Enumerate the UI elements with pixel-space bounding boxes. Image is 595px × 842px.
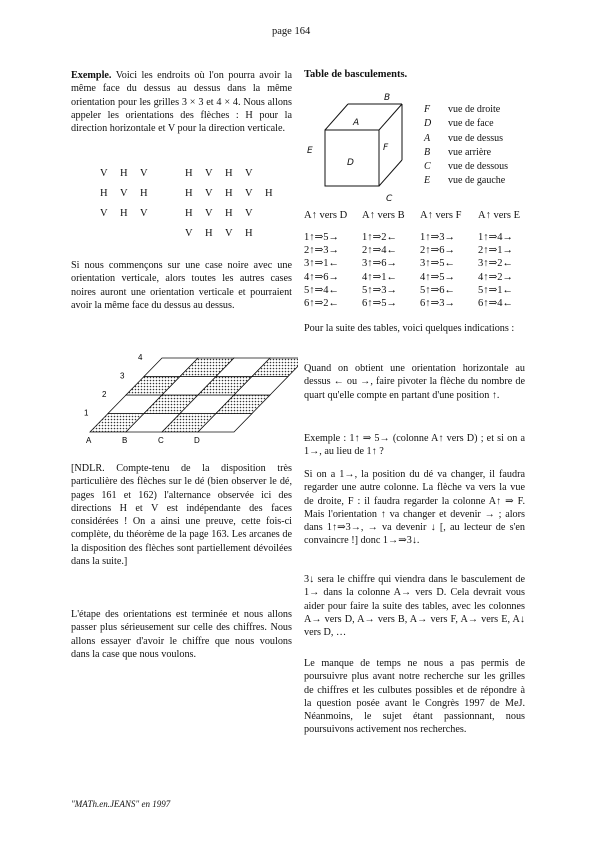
table-row	[304, 283, 536, 296]
legend-letter: A	[424, 132, 431, 144]
legend-item	[424, 132, 508, 146]
cube-label-front: D	[347, 158, 354, 168]
board-diagram	[68, 340, 298, 455]
right-paragraph-5: 3↓ sera le chiffre qui viendra dans le basculement de 1→ dans la colonne A→ vers D. Cela devrait vous aider pour faire la suite des tables, avec les colonnes A→ vers D, A→ vers B, A→ vers F, A→ vers E, A↓ vers D, …	[304, 574, 525, 639]
grid-cell: V	[100, 207, 108, 219]
footer: "MATh.en.JEANS" en 1997	[71, 799, 171, 809]
view-legend	[424, 103, 508, 189]
board-col-label: C	[158, 436, 164, 445]
table-cell: 1↑⇒2←	[362, 231, 398, 243]
legend-item	[424, 117, 508, 131]
table-cell: 1↑⇒4→	[478, 231, 514, 243]
example-text: Voici les endroits où l'on pourra avoir la même face du dessus au dessus dans la même orientation pour les grilles 3 × 3 et 4 × 4. Nous allons appeler les orientations des flèches : H pour la direction horizontale et V pour la direction verticale.	[71, 70, 292, 135]
grid-cell: V	[205, 167, 213, 179]
grid-cell: H	[225, 167, 233, 179]
legend-item	[424, 160, 508, 174]
grid-cell: H	[205, 227, 213, 239]
board-col-label: D	[194, 436, 200, 445]
table-header: A↑ vers D	[304, 209, 348, 221]
table-header: A↑ vers E	[478, 209, 520, 221]
cube-label-right: F	[383, 143, 389, 153]
grid-cell: V	[205, 187, 213, 199]
legend-text: vue de dessous	[448, 161, 508, 173]
grid-cell: H	[120, 207, 128, 219]
grid-cell: V	[245, 167, 253, 179]
legend-item	[424, 174, 508, 188]
cube-label-bottom: C	[386, 194, 393, 204]
paragraph-digits: L'étape des orientations est terminée et nous allons passer plus sérieusement sur celle des chiffres. Nous allons essayer d'avoir le chiffre que nous voulons dans la case que nous voulons.	[71, 609, 292, 660]
table-header: A↑ vers B	[362, 209, 405, 221]
grid-cell: H	[225, 187, 233, 199]
board-row-label: 2	[102, 390, 107, 399]
table-cell: 4↑⇒2→	[478, 271, 514, 283]
table-cell: 4↑⇒6→	[304, 271, 340, 283]
table-cell: 2↑⇒6→	[420, 244, 456, 256]
tilt-table	[304, 208, 536, 310]
grid-cell: V	[140, 207, 148, 219]
table-row	[304, 270, 536, 283]
table-row	[304, 296, 536, 309]
grid-cell: V	[245, 187, 253, 199]
legend-item	[424, 146, 508, 160]
table-cell: 6↑⇒4←	[478, 298, 514, 310]
cube-diagram	[304, 90, 416, 208]
table-cell: 5↑⇒3→	[362, 284, 398, 296]
board-col-label: B	[122, 436, 128, 445]
legend-text: vue de dessus	[448, 132, 503, 144]
page-number: page 164	[272, 26, 311, 37]
table-row	[304, 257, 536, 270]
table-title: Table de basculements.	[304, 69, 408, 80]
grid-cell: H	[185, 187, 193, 199]
table-row	[304, 230, 536, 243]
table-cell: 6↑⇒3→	[420, 298, 456, 310]
right-paragraph-6: Le manque de temps ne nous a pas permis de poursuivre plus avant notre recherche sur les grilles de chiffres et les culbutes possibles et de répondre à la question posée avant le Congrès 1997 de MeJ. Néanmoins, le sujet étant passionnant, nous poursuivons activement nos recherches.	[304, 658, 525, 736]
table-row	[304, 243, 536, 256]
table-cell: 1↑⇒3→	[420, 231, 456, 243]
grid-cell: H	[245, 227, 253, 239]
grid-cell: H	[265, 187, 273, 199]
legend-text: vue arrière	[448, 146, 492, 158]
board-row-label: 1	[84, 408, 89, 418]
right-paragraph-3: Exemple : 1↑ ⇒ 5→ (colonne A↑ vers D) ; et si on a 1→, au lieu de 1↑ ?	[304, 433, 525, 458]
legend-text: vue de gauche	[448, 175, 506, 187]
grid-cell: V	[100, 167, 108, 179]
table-cell: 3↑⇒5←	[420, 258, 456, 270]
board-row-label: 3	[120, 371, 125, 381]
table-cell: 5↑⇒4←	[304, 284, 340, 296]
legend-letter: E	[424, 175, 431, 187]
legend-text: vue de droite	[448, 104, 501, 115]
legend-text: vue de face	[448, 118, 494, 130]
cube-label-top: A	[353, 118, 360, 128]
grid-cell: V	[205, 207, 213, 219]
paragraph-black-cells: Si nous commençons sur une case noire avec une orientation verticale, alors toutes les autres cases noires auront une orientation verticale et pourraient avoir la même face du dessus au dessus.	[71, 260, 292, 311]
grid-cell: V	[140, 167, 148, 179]
table-cell: 2↑⇒3→	[304, 244, 340, 256]
cube-label-left: E	[307, 146, 313, 156]
grid-cell: V	[120, 187, 128, 199]
legend-item	[424, 103, 508, 117]
table-cell: 2↑⇒1→	[478, 244, 514, 256]
grid-cell: H	[185, 207, 193, 219]
grid-cell: H	[225, 207, 233, 219]
grid-cell: V	[185, 227, 193, 239]
legend-letter: F	[424, 104, 431, 115]
right-paragraph-1: Pour la suite des tables, voici quelques indications :	[304, 323, 515, 334]
board-row-label: 4	[138, 353, 143, 362]
table-cell: 3↑⇒2←	[478, 258, 514, 270]
grid-4x4	[185, 163, 285, 243]
example-label: Exemple.	[71, 70, 112, 81]
grid-cell: H	[185, 167, 193, 179]
right-paragraph-2: Quand on obtient une orientation horizontale au dessus ← ou →, faire pivoter la flèche du nombre de quart qu'elle compte en partant d'une position ↑.	[304, 363, 525, 401]
board-col-label: A	[86, 436, 92, 445]
table-cell: 6↑⇒5→	[362, 298, 398, 310]
legend-letter: B	[424, 146, 431, 158]
table-cell: 2↑⇒4←	[362, 244, 398, 256]
ndlr-paragraph: [NDLR. Compte-tenu de la disposition très particulière des flèches sur le dé (bien observer le dé, pages 161 et 162) l'alternance observée ici des directions H et V est indépendante des faces considérées ! On a ainsi une preuve, cette fois-ci complète, du théorème de la page 163. Les arcanes de la disposition des flèches sont partiellement dévoilées dans la suite.]	[71, 463, 292, 568]
table-cell: 6↑⇒2←	[304, 298, 340, 310]
legend-letter: D	[424, 118, 432, 130]
table-cell: 4↑⇒1←	[362, 271, 398, 283]
table-cell: 5↑⇒1←	[478, 284, 514, 296]
table-cell: 3↑⇒6→	[362, 258, 398, 270]
table-cell: 3↑⇒1←	[304, 258, 340, 270]
table-cell: 4↑⇒5→	[420, 271, 456, 283]
grid-3x3	[100, 163, 160, 223]
grid-cell: V	[225, 227, 233, 239]
table-cell: 5↑⇒6←	[420, 284, 456, 296]
table-cell: 1↑⇒5→	[304, 231, 340, 243]
grid-cell: H	[100, 187, 108, 199]
table-header: A↑ vers F	[420, 209, 462, 221]
grid-cell: H	[140, 187, 148, 199]
grid-cell: H	[120, 167, 128, 179]
example-paragraph	[71, 69, 292, 135]
grid-cell: V	[245, 207, 253, 219]
cube-label-back: B	[384, 93, 391, 103]
legend-letter: C	[424, 161, 431, 173]
right-paragraph-4: Si on a 1→, la position du dé va changer, il faudra regarder une autre colonne. La flèche va vers la vue de droite, F : il faudra regarder la colonne A↑ ⇒ F. Mais l'orientation ↑ va changer et devenir → ; alors dans 1↑⇒3→, → va devenir ↓ [, au lecteur de s'en convaincre !] donc 1→⇒3↓.	[304, 469, 525, 547]
